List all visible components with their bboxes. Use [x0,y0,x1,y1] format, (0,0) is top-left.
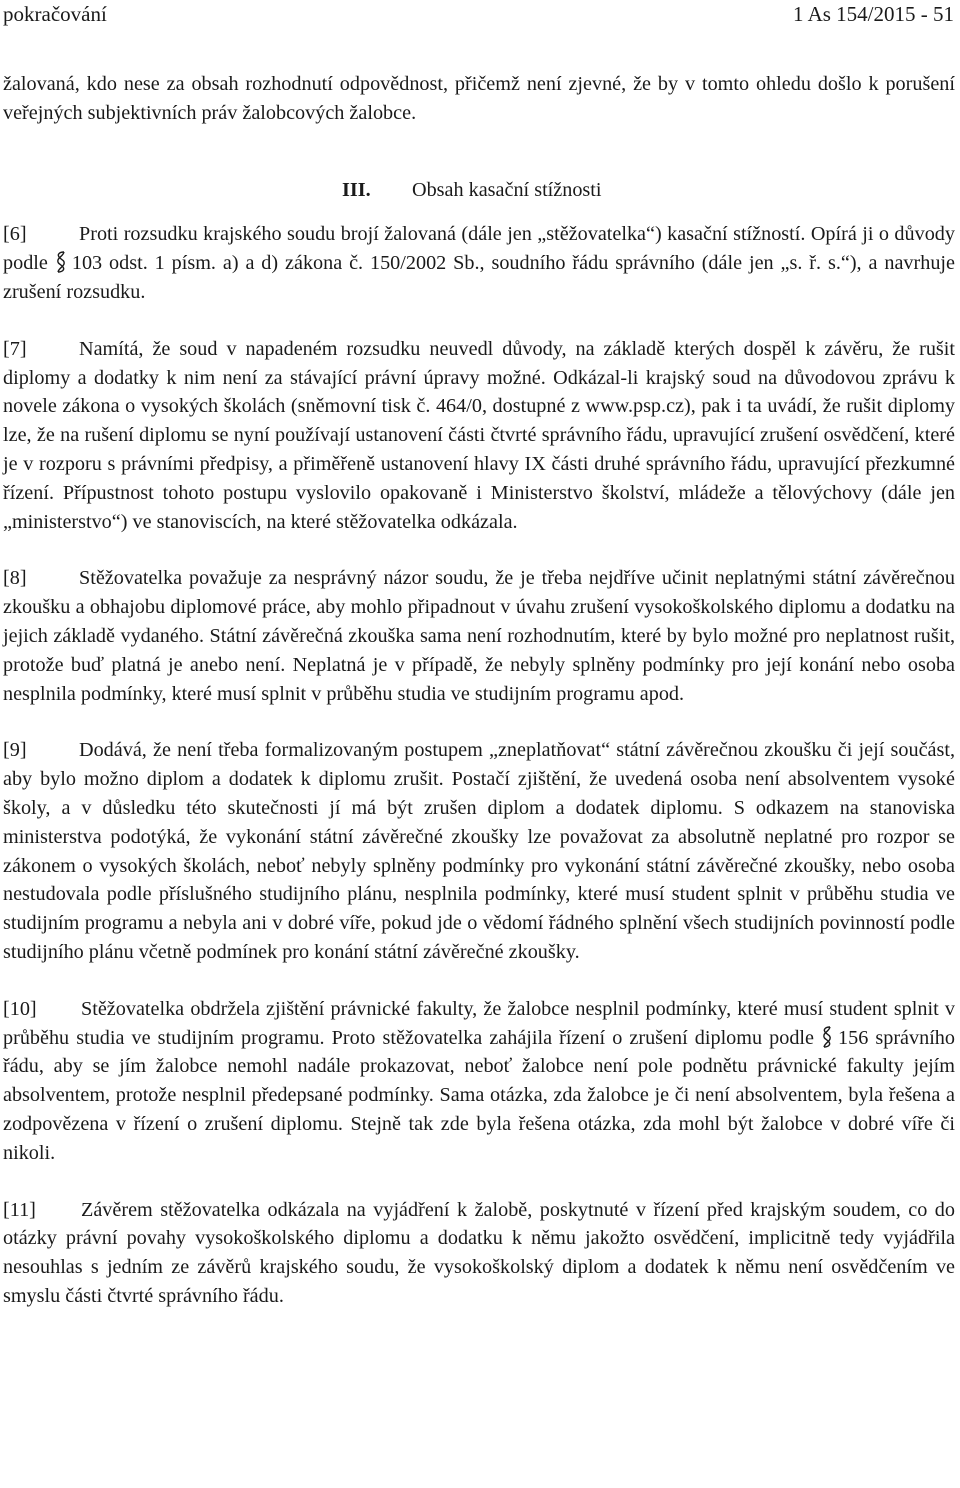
section-title: Obsah kasační stížnosti [412,178,602,201]
paragraph-number: [10] [3,997,37,1020]
paragraph-number: [11] [3,1198,36,1221]
case-number: 1 As 154/2015 - 51 [792,2,954,26]
section-number: III. [342,178,371,201]
document-body [3,70,955,1339]
continuation-label: pokračování [3,2,107,26]
paragraph-number: [7] [3,337,27,360]
intro-paragraph: žalovaná, kdo nese za obsah rozhodnutí odpovědnost, přičemž není zjevné, že by v tomto ohledu došlo k porušení veřejných subjektivních práv žalobcových žalobce. [3,73,955,124]
paragraph-text-a: Proti rozsudku krajského soudu brojí žalovaná (dále jen „stěžovatelka“) kasační stížností. Opírá ji o důvody podle [3,223,955,275]
paragraph-7 [3,335,955,537]
paragraph-text: Stěžovatelka považuje za nesprávný názor soudu, že je třeba nejdříve učinit neplatnými státní závěrečnou zkoušku a obhajobu diplomové práce, aby mohlo připadnout v úvahu zrušení vysokoškolského diplomu a dodatku na jejich základě vydaného. Státní závěrečná zkouška sama není rozhodnutím, které by bylo možné pro neplatnost rušit, protože buď platná je anebo není. Neplatná je v případě, že nebyly splněny podmínky pro její konání nebo osoba nesplnila podmínky, které musí splnit v průběhu studia ve studijním programu apod. [3,567,955,705]
page-header [3,0,954,30]
paragraph-text-b: 103 odst. 1 písm. a) a d) zákona č. 150/2002 Sb., soudního řádu správního (dále jen „s. ř. s.“), a navrhuje zrušení rozsudku. [3,252,955,303]
paragraph-text: Namítá, že soud v napadeném rozsudku neuvedl důvody, na základě kterých dospěl k závěru, že rušit diplomy a dodatky k nim není za stávající právní úpravy možné. Odkázal-li krajský soud na důvodovou zprávu k novele zákona o vysokých školách (sněmovní tisk č. 464/0, dostupné z www.psp.cz), pak i ta uvádí, že rušit diplomy lze, že na rušení diplomu se nyní používají ustanovení části čtvrté správního řádu, upravující zrušení osvědčení, které je v rozporu s právními předpisy, a přiměřeně ustanovení hlavy IX části druhé správního řádu, upravující přezkumné řízení. Přípustnost tohoto postupu vyslovilo opakovaně i Ministerstvo školství, mládeže a tělovýchovy (dále jen „ministerstvo“) ve stanoviscích, na které stěžovatelka odkázala. [3,337,955,533]
paragraph-text-a: Stěžovatelka obdržela zjištění právnické fakulty, že žalobce nesplnil podmínky, které musí student splnit v průběhu studia ve studijním programu. Proto stěžovatelka zahájila řízení o zrušení diplomu podle [3,997,955,1049]
section-sign-icon [56,251,66,273]
paragraph-6 [3,220,955,306]
section-heading [3,176,955,205]
paragraph-text-b: 156 správního řádu, aby se jím žalobce nemohl nadále prokazovat, neboť žalobce není pole podnětu právnické fakulty jejím absolventem, protože nesplnil předepsané podmínky. Sama otázka, zda žalobce je či není absolventem, byla řešena a zodpovězena v řízení o zrušení diplomu. Stejně tak zde byla řešena otázka, zda mohl být žalobce v dobré víře či nikoli. [3,1026,955,1164]
paragraph-8 [3,564,955,708]
paragraph-text: Závěrem stěžovatelka odkázala na vyjádření k žalobě, poskytnuté v řízení před krajským soudem, co do otázky právní povahy vysokoškolského diplomu a dodatku k němu jakožto osvědčení, implicitně tedy vyjádřila nesouhlas s jedním ze závěrů krajského soudu, že vysokoškolský diplom a dodatek k němu není osvědčením ve smyslu části čtvrté správního řádu. [3,1198,955,1307]
paragraph-number: [8] [3,567,27,590]
paragraph-9 [3,736,955,966]
paragraph-10 [3,995,955,1168]
paragraph-number: [6] [3,223,27,246]
paragraph-text: Dodává, že není třeba formalizovaným postupem „zneplatňovat“ státní závěrečnou zkoušku či její součást, aby bylo možno diplom a dodatek k diplomu zrušit. Postačí zjištění, že uvedená osoba není absolventem vysoké školy, a v důsledku této skutečnosti jí má být zrušen diplom a dodatek diplomu. S odkazem na stanoviska ministerstva podotýká, že vykonání státní závěrečné zkoušky lze považovat za absolutně neplatné pro rozpor se zákonem o vysokých školách, neboť nebyly splněny podmínky pro vykonání státní závěrečné zkoušky, nebo osoba nestudovala podle příslušného studijního plánu, nesplnila podmínky, které musí student splnit v průběhu studia ve studijním programu a nebyla ani v dobré víře, pokud jde o vědomí řádného splnění všech studijních povinností podle studijního plánu včetně podmínek pro konání státní závěrečné zkoušky. [3,739,955,963]
paragraph-number: [9] [3,739,27,762]
paragraph-11 [3,1196,955,1311]
section-sign-icon [822,1026,832,1048]
